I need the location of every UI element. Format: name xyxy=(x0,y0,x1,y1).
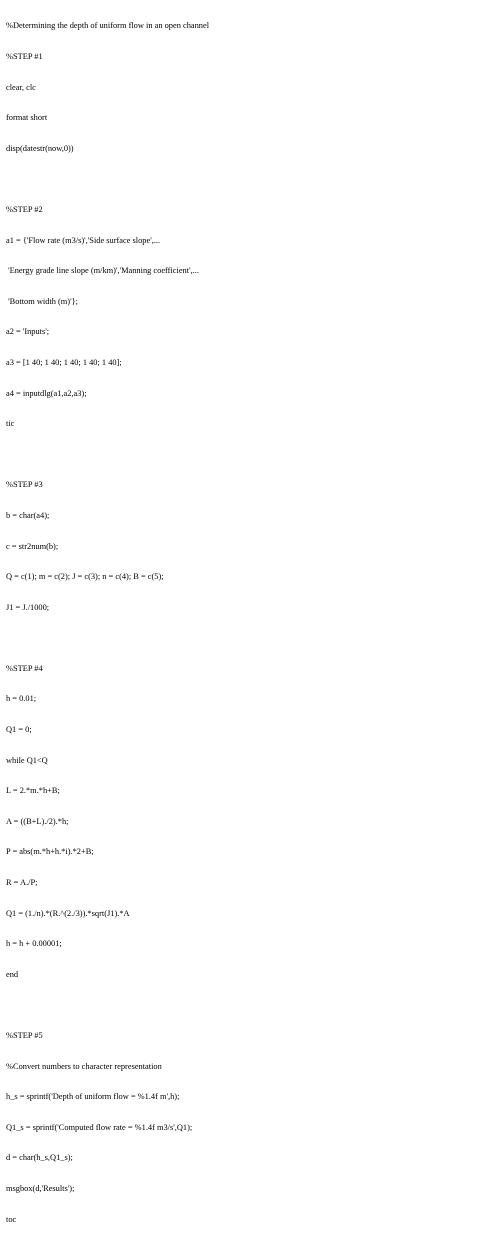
code-line: h_s = sprintf('Depth of uniform flow = %1.4f m',h); xyxy=(6,1092,180,1102)
code-line: h = h + 0.00001; xyxy=(6,939,62,949)
blank-line xyxy=(6,174,209,184)
blank-line xyxy=(6,450,209,460)
code-line: c = str2num(b); xyxy=(6,541,59,551)
code-line: Q1_s = sprintf('Computed flow rate = %1.4f m3/s',Q1); xyxy=(6,1122,193,1132)
code-line: tic xyxy=(6,419,15,429)
code-line: P = abs(m.*h+h.*i).*2+B; xyxy=(6,847,94,857)
code-line: format short xyxy=(6,113,48,123)
code-line: a2 = 'Inputs'; xyxy=(6,327,50,337)
code-line: Q1 = 0; xyxy=(6,725,32,735)
code-line: a3 = [1 40; 1 40; 1 40; 1 40; 1 40]; xyxy=(6,357,122,367)
code-line: Q1 = (1./n).*(R.^(2./3)).*sqrt(J1).*A xyxy=(6,908,130,918)
code-line-step3-header: %STEP #3 xyxy=(6,480,43,490)
code-line-comment: %Convert numbers to character representation xyxy=(6,1061,162,1071)
blank-line xyxy=(6,633,209,643)
code-line: while Q1<Q xyxy=(6,755,48,765)
code-line: 'Bottom width (m)'}; xyxy=(6,296,78,306)
code-line: d = char(h_s,Q1_s); xyxy=(6,1153,73,1163)
code-line: end xyxy=(6,969,19,979)
code-line: a4 = inputdlg(a1,a2,a3); xyxy=(6,388,87,398)
code-line-step2-header: %STEP #2 xyxy=(6,204,43,214)
blank-line xyxy=(6,1000,209,1010)
code-line: msgbox(d,'Results'); xyxy=(6,1183,75,1193)
code-line: L = 2.*m.*h+B; xyxy=(6,786,60,796)
code-line: R = A./P; xyxy=(6,878,38,888)
code-line-comment-title: %Determining the depth of uniform flow in an open channel xyxy=(6,21,210,31)
code-line: b = char(a4); xyxy=(6,510,50,520)
code-line: A = ((B+L)./2).*h; xyxy=(6,816,69,826)
code-line: 'Energy grade line slope (m/km)','Manning coefficient',... xyxy=(6,266,199,276)
code-line: toc xyxy=(6,1214,17,1224)
code-line: Q = c(1); m = c(2); J = c(3); n = c(4); B = c(5); xyxy=(6,572,164,582)
code-line: clear, clc xyxy=(6,82,36,92)
code-line: disp(datestr(now,0)) xyxy=(6,143,74,153)
code-line-step1-header: %STEP #1 xyxy=(6,52,43,61)
code-listing xyxy=(6,1,209,1235)
code-line: a1 = {'Flow rate (m3/s)','Side surface slope',... xyxy=(6,235,161,245)
code-line-step4-header: %STEP #4 xyxy=(6,663,43,673)
code-line: h = 0.01; xyxy=(6,694,37,704)
code-line-step5-header: %STEP #5 xyxy=(6,1031,43,1040)
code-line: J1 = J./1000; xyxy=(6,602,50,612)
